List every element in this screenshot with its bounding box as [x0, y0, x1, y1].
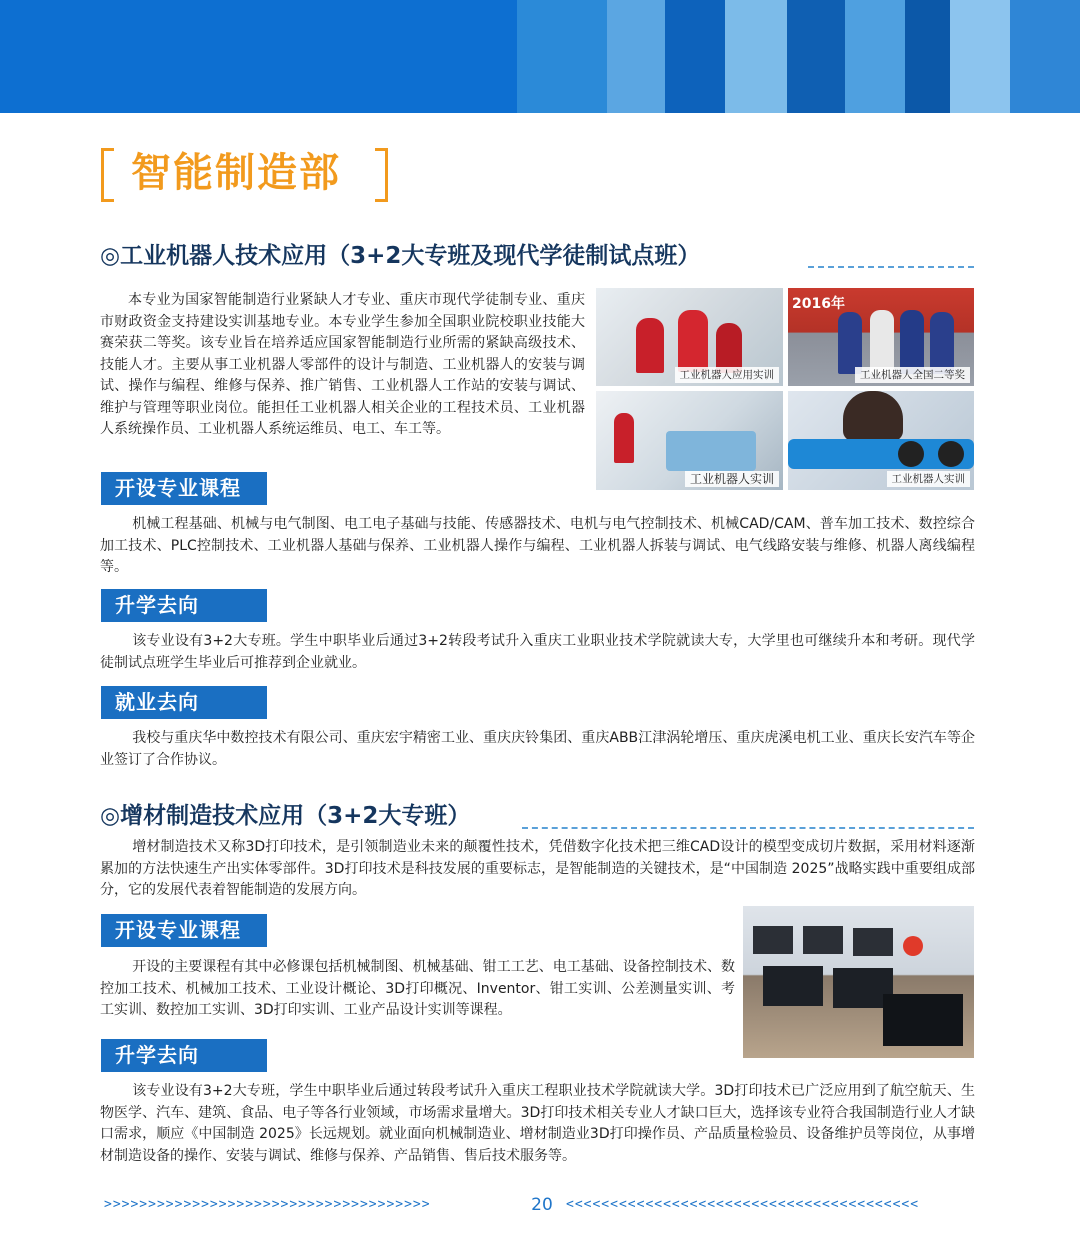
person-head [843, 391, 903, 441]
tag-employment: 就业去向 [101, 686, 267, 719]
department-title-text: 智能制造部 [131, 150, 341, 196]
photo-caption: 工业机器人应用实训 [675, 367, 780, 383]
header-stripe [1010, 0, 1080, 113]
photo-caption: 工业机器人实训 [887, 471, 971, 487]
equipment [666, 431, 756, 471]
header-stripe [725, 0, 787, 113]
robot-joint [938, 441, 964, 467]
bracket-right [375, 148, 388, 202]
robotics-intro: 本专业为国家智能制造行业紧缺人才专业、重庆市现代学徒制专业、重庆市财政资金支持建设实训基地专业。本专业学生参加全国职业院校职业技能大赛荣获二等奖。该专业旨在培养适应国家智能制造行业所需的紧缺高级技术、技能人才。主要从事工业机器人零部件的设计与制造、工业机器人的安装与调试、操作与编程、维修与保养、推广销售、工业机器人工作站的安装与调试、维护与管理等职业岗位。能担任工业机器人相关企业的工程技术员、工业机器人系统操作员、工业机器人系统运维员、电工、车工等。 [100, 292, 585, 437]
monitor [853, 928, 893, 956]
department-title [101, 148, 388, 198]
tag-courses: 开设专业课程 [101, 472, 267, 505]
person-figure [838, 312, 862, 374]
person-figure [900, 310, 924, 374]
additive-further-study: 该专业设有3+2大专班，学生中职毕业后通过转段考试升入重庆工程职业技术学院就读大学。3D打印技术已广泛应用到了航空航天、生物医学、汽车、建筑、食品、电子等各行业领域，市场需求量增大。3D打印技术相关专业人才缺口巨大，选择该专业符合我国制造行业人才缺口需求，顺应《中国制造 2025》长远规划。就业面向机械制造业、增材制造业3D打印操作员、产品质量检验员、设备维护员等岗位，从事增材制造设备的操作、安装与调试、维修与保养、产品销售、售后技术服务等。 [100, 1083, 975, 1164]
photo-caption: 工业机器人实训 [685, 471, 779, 487]
footer-arrows-left: >>>>>>>>>>>>>>>>>>>>>>>>>>>>>>>>>>>>> [104, 1197, 431, 1212]
photo-robot-training-1 [596, 391, 783, 490]
person-figure [930, 312, 954, 374]
photo-caption: 工业机器人全国二等奖 [855, 367, 970, 383]
person-figure [678, 310, 708, 372]
header-stripe [787, 0, 845, 113]
robotics-courses: 机械工程基础、机械与电气制图、电工电子基础与技能、传感器技术、电机与电气控制技术、机械CAD/CAM、普车加工技术、数控综合加工技术、PLC控制技术、工业机器人基础与保养、工业机器人操作与编程、工业机器人拆装与调试、电气线路安装与维修、机器人离线编程等。 [100, 516, 975, 575]
monitor [753, 926, 793, 954]
person-figure [636, 318, 664, 373]
monitor [883, 994, 963, 1046]
page-number: 20 [531, 1195, 553, 1215]
header-stripe [845, 0, 905, 113]
person-figure [716, 323, 742, 373]
tag-courses: 开设专业课程 [101, 914, 267, 947]
header-band [0, 0, 1080, 113]
section-heading-robotics: ◎工业机器人技术应用（3+2大专班及现代学徒制试点班） [100, 243, 701, 269]
photo-robot-national-award [788, 288, 974, 386]
photo-3d-printing-lab [743, 906, 974, 1058]
photo-robot-training-2 [788, 391, 974, 490]
monitor [803, 926, 843, 954]
additive-intro: 增材制造技术又称3D打印技术，是引领制造业未来的颠覆性技术，凭借数字化技术把三维CAD设计的模型变成切片数据，采用材料逐渐累加的方法快速生产出实体零部件。3D打印技术是科技发展的重要标志，是智能制造的关键技术，是“中国制造 2025”战略实践中重要组成部分，它的发展代表着智能制造的发展方向。 [100, 839, 975, 898]
header-stripe [950, 0, 1010, 113]
header-stripe [665, 0, 725, 113]
section-heading-additive-manufacturing: ◎增材制造技术应用（3+2大专班） [100, 803, 471, 829]
banner-text: 2016年 [792, 296, 845, 312]
header-stripe [607, 0, 665, 113]
tag-further-study: 升学去向 [101, 1039, 267, 1072]
robot-joint [898, 441, 924, 467]
footer-arrows-right: <<<<<<<<<<<<<<<<<<<<<<<<<<<<<<<<<<<<<<<< [566, 1197, 920, 1212]
monitor [763, 966, 823, 1006]
person-figure [870, 310, 894, 374]
person-figure [614, 413, 634, 463]
header-stripe [905, 0, 950, 113]
photo-robot-application-training [596, 288, 783, 386]
heading-dotted-line [808, 266, 974, 268]
printer-light [903, 936, 923, 956]
additive-courses: 开设的主要课程有其中必修课包括机械制图、机械基础、钳工工艺、电工基础、设备控制技术、数控加工技术、机械加工技术、工业设计概论、3D打印概况、Inventor、钳工实训、公差测量实训、考工实训、数控加工实训、3D打印实训、工业产品设计实训等课程。 [100, 959, 735, 1018]
heading-dotted-line [522, 827, 974, 829]
header-stripe [517, 0, 607, 113]
bracket-left [101, 148, 114, 202]
robotics-employment: 我校与重庆华中数控技术有限公司、重庆宏宇精密工业、重庆庆铃集团、重庆ABB江津涡轮增压、重庆虎溪电机工业、重庆长安汽车等企业签订了合作协议。 [100, 730, 975, 768]
tag-further-study: 升学去向 [101, 589, 267, 622]
robotics-further-study: 该专业设有3+2大专班。学生中职毕业后通过3+2转段考试升入重庆工业职业技术学院就读大专，大学里也可继续升本和考研。现代学徒制试点班学生毕业后可推荐到企业就业。 [100, 633, 975, 671]
